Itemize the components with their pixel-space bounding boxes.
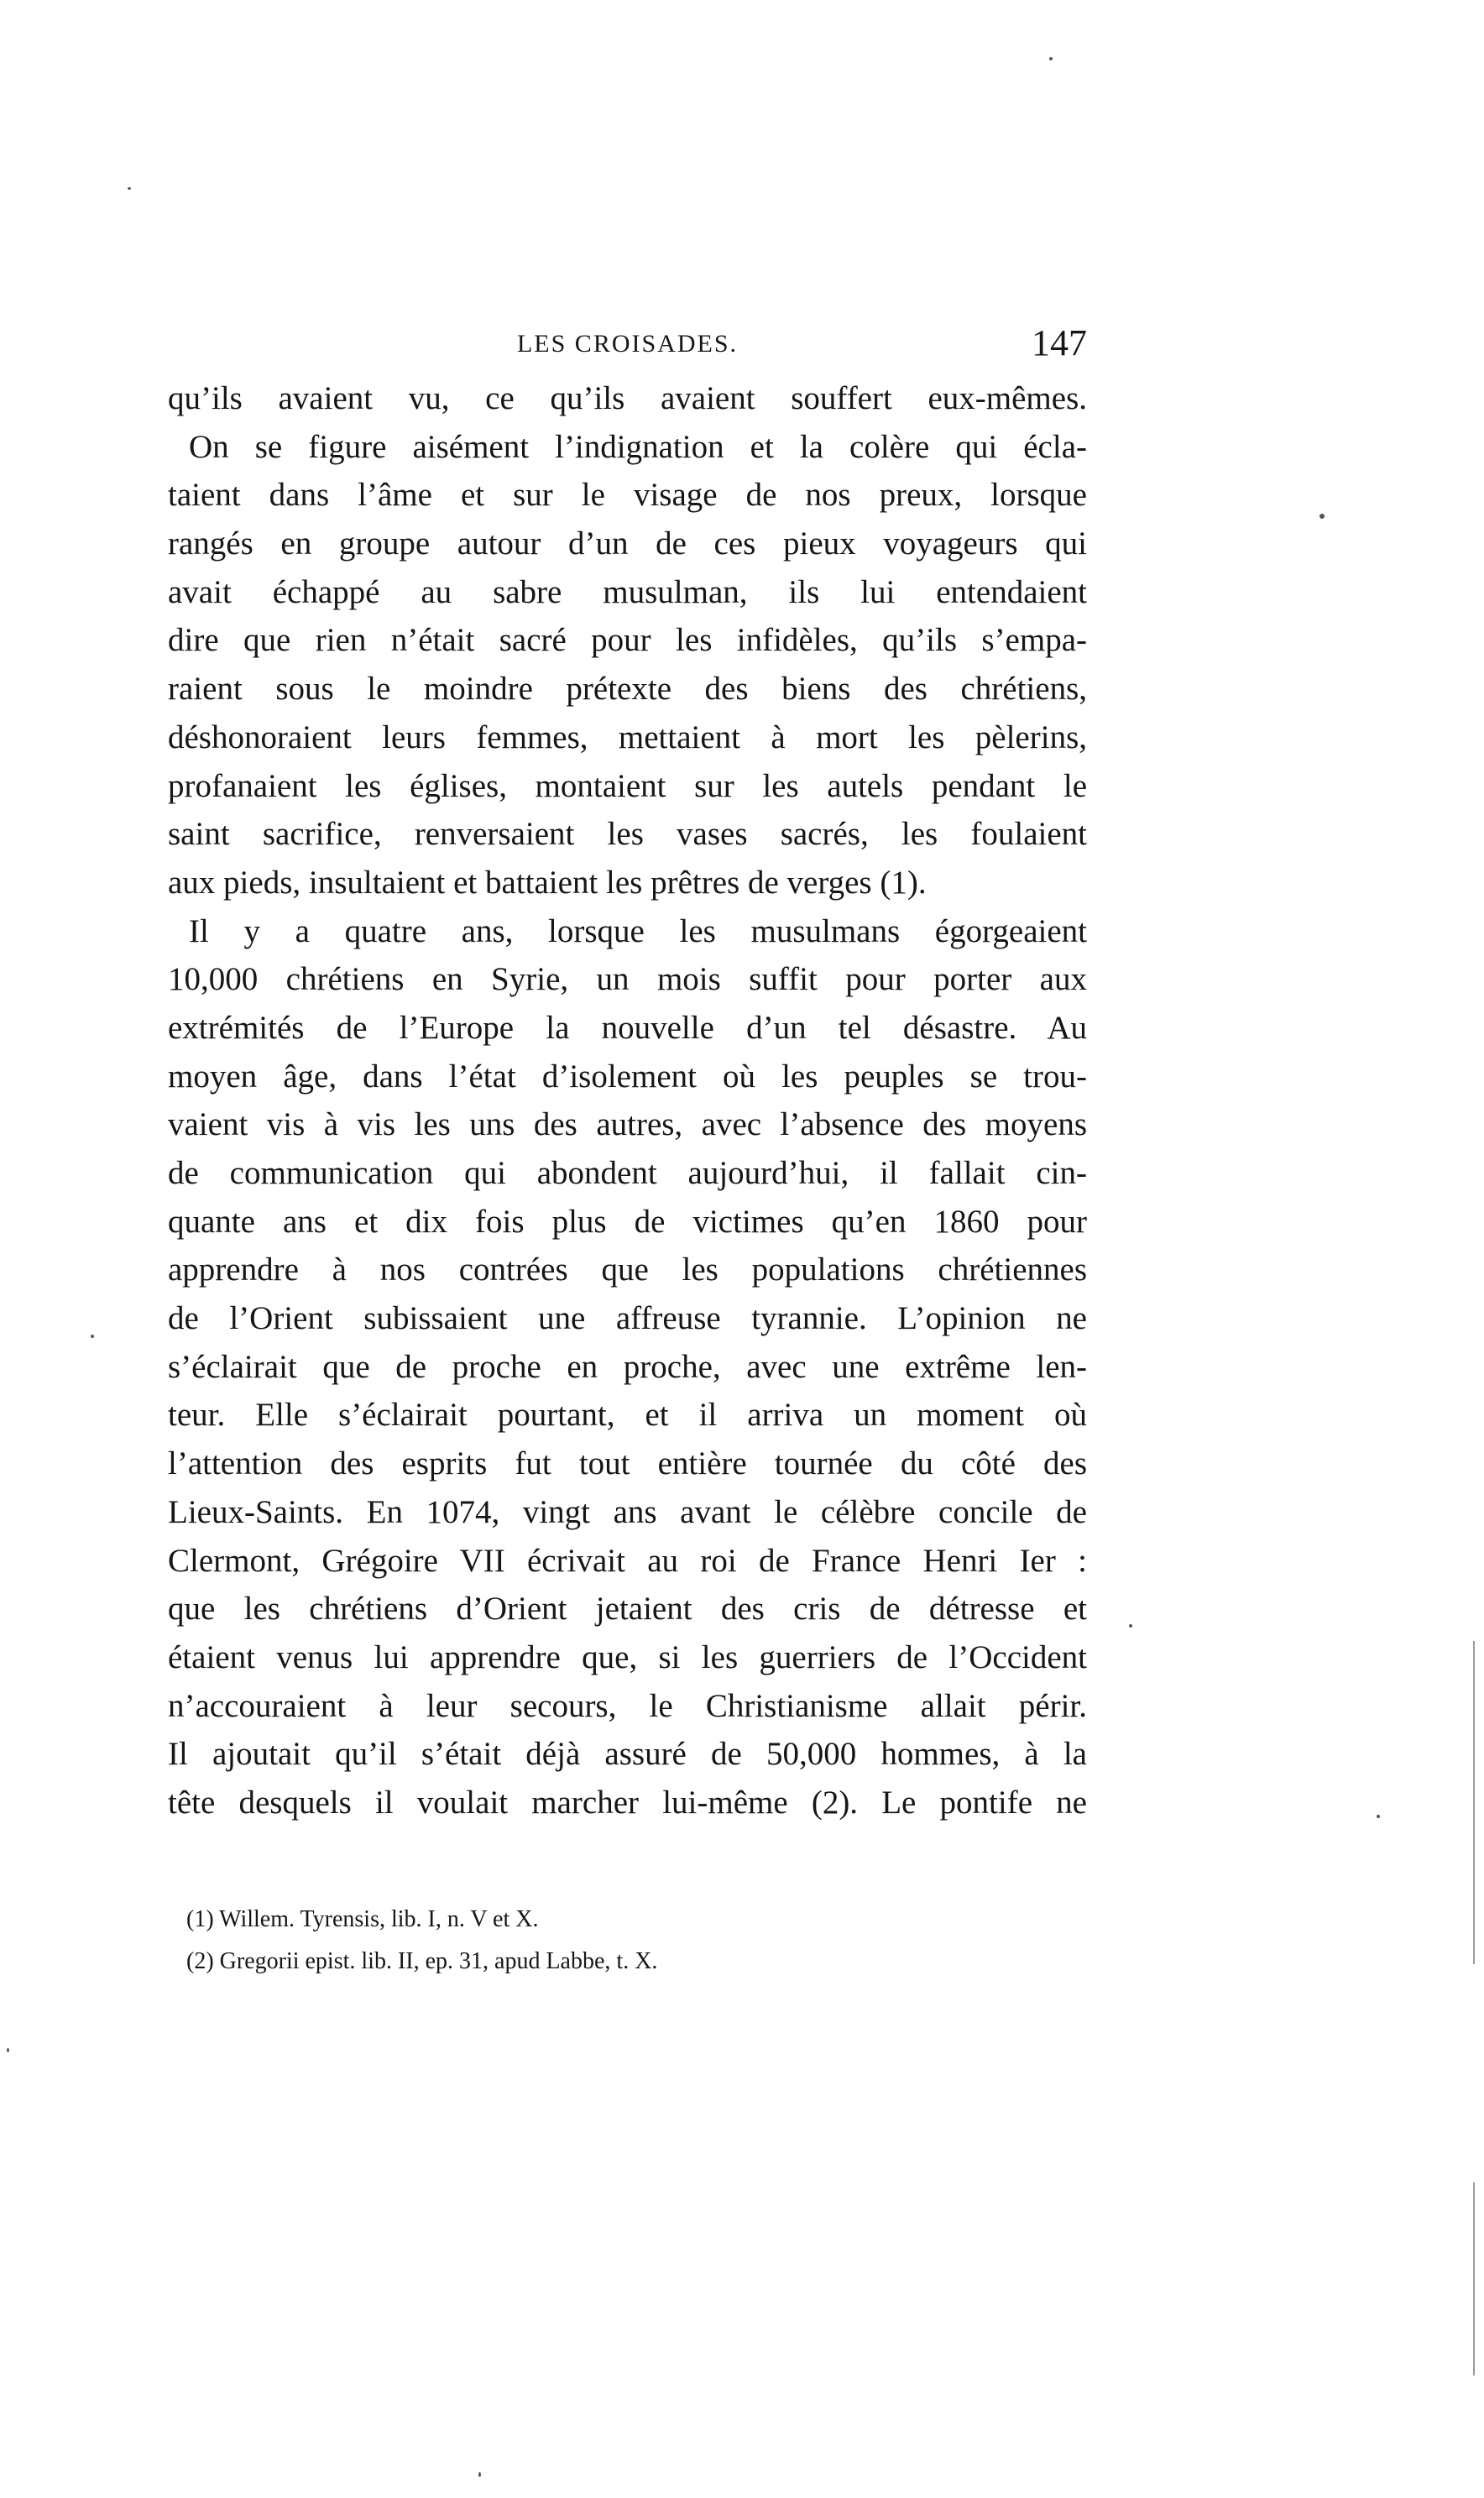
text-line: n’accouraient à leur secours, le Christianisme allait périr. [168,1687,1087,1724]
text-line: 10,000 chrétiens en Syrie, un mois suffit pour porter aux [168,961,1087,998]
text-line: profanaient les églises, montaient sur les autels pendant le [168,767,1087,804]
text-line: déshonoraient leurs femmes, mettaient à mort les pèlerins, [168,719,1087,755]
text-line: saint sacrifice, renversaient les vases sacrés, les foulaient [168,816,1087,853]
text-line: s’éclairait que de proche en proche, avec une extrême len- [168,1348,1087,1385]
scan-speck [7,2048,9,2052]
scan-speck [128,187,131,190]
scan-speck [1377,1815,1380,1818]
scan-speck [1049,57,1053,60]
text-line: moyen âge, dans l’état d’isolement où les peuples se trou- [168,1058,1087,1095]
scan-speck [1319,514,1325,519]
scan-speck [1129,1624,1132,1628]
text-line: l’attention des esprits fut tout entière tournée du côté des [168,1445,1087,1482]
text-line: dire que rien n’était sacré pour les infidèles, qu’ils s’empa- [168,622,1087,659]
footnotes [186,1899,1076,1983]
text-line: Clermont, Grégoire VII écrivait au roi de France Henri Ier : [168,1542,1087,1579]
text-line: étaient venus lui apprendre que, si les guerriers de l’Occident [168,1638,1087,1675]
text-line: aux pieds, insultaient et battaient les prêtres de verges (1). [168,864,927,901]
margin-rule [1473,1641,1475,1964]
scan-speck [478,2472,481,2477]
text-line: de l’Orient subissaient une affreuse tyrannie. L’opinion ne [168,1300,1087,1337]
text-line: avait échappé au sabre musulman, ils lui entendaient [168,573,1087,610]
text-line: taient dans l’âme et sur le visage de nos preux, lorsque [168,477,1087,514]
text-line: tête desquels il voulait marcher lui-même (2). Le pontife ne [168,1784,1087,1821]
text-line: quante ans et dix fois plus de victimes qu’en 1860 pour [168,1203,1087,1240]
text-line: extrémités de l’Europe la nouvelle d’un tel désastre. Au [168,1009,1087,1046]
text-line: On se figure aisément l’indignation et la colère qui écla- [189,428,1087,465]
text-line: Lieux-Saints. En 1074, vingt ans avant le célèbre concile de [168,1493,1087,1530]
footnote-1: (1) Willem. Tyrensis, lib. I, n. V et X. [186,1906,539,1932]
margin-rule [1473,2182,1475,2375]
text-line: que les chrétiens d’Orient jetaient des cris de détresse et [168,1591,1087,1628]
text-line: qu’ils avaient vu, ce qu’ils avaient souffert eux-mêmes. [168,380,1087,416]
text-line: raient sous le moindre prétexte des biens des chrétiens, [168,671,1087,708]
scan-speck [91,1335,94,1338]
running-head [168,321,1087,372]
text-line: teur. Elle s’éclairait pourtant, et il arriva un moment où [168,1397,1087,1434]
footnote-2: (2) Gregorii epist. lib. II, ep. 31, apud Labbe, t. X. [186,1948,658,1974]
body-text [168,374,1087,1827]
text-line: vaient vis à vis les uns des autres, avec l’absence des moyens [168,1106,1087,1143]
text-line: rangés en groupe autour d’un de ces pieux voyageurs qui [168,525,1087,562]
running-title: LES CROISADES. [516,330,739,358]
text-line: de communication qui abondent aujourd’hui, il fallait cin- [168,1155,1087,1191]
page-number: 147 [1032,322,1087,363]
text-line: Il y a quatre ans, lorsque les musulmans égorgeaient [189,912,1087,949]
text-line: Il ajoutait qu’il s’était déjà assuré de 50,000 hommes, à la [168,1736,1087,1773]
text-line: apprendre à nos contrées que les populations chrétiennes [168,1252,1087,1288]
